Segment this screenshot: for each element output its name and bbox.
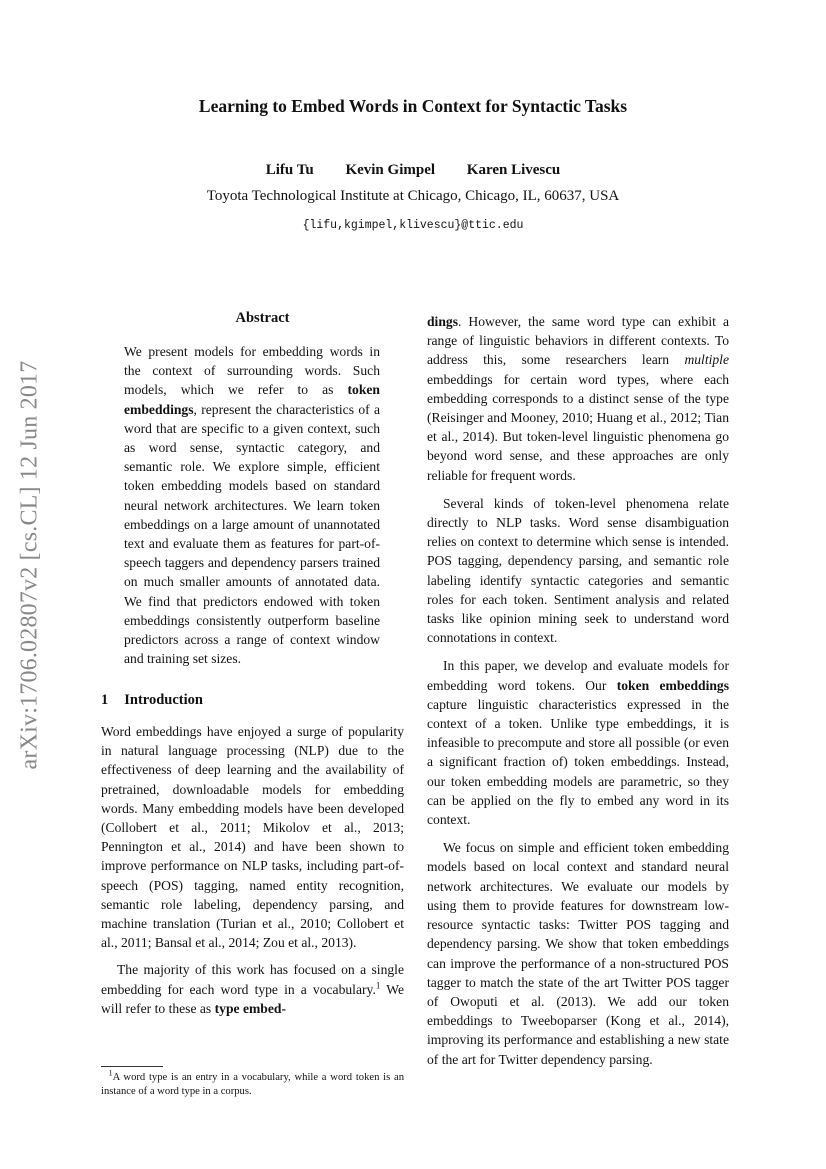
body-paragraph: dings. However, the same word type can exhibit a range of linguistic behaviors in different contexts. To address this, some researchers learn multiple embeddings for certain word types, where each embedding corresponds to a distinct sense of the type (Reisinger and Mooney, 2010; Huang et al., 2012; Tian et al., 2014). But token-level linguistic phenomena go beyond word sense, and these approaches are only reliable for frequent words. bbox=[427, 314, 729, 483]
author-email: {lifu,kgimpel,klivescu}@ttic.edu bbox=[302, 219, 524, 232]
footnote-marker: 1 bbox=[375, 980, 381, 991]
author-list bbox=[0, 162, 826, 179]
abstract-body bbox=[124, 342, 380, 676]
abstract-paragraph: We present models for embedding words in the context of surrounding words. Such models, which we refer to as token embeddings, represent the characteristics of a word that are specific to a given context, such as word sense, syntactic category, and semantic role. We explore simple, efficient token embedding models based on standard neural network architectures. We learn token embeddings on a large amount of unannotated text and evaluate them as features for part-of-speech taggers and dependency parsers trained on much smaller amounts of annotated data. We find that predictors endowed with token embeddings consistently outperform baseline predictors across a range of context window and training set sizes. bbox=[124, 344, 380, 667]
section-number: 1 bbox=[101, 692, 109, 708]
intro-paragraph: The majority of this work has focused on a single embedding for each word type in a vocabulary.$^1$ We will refer to these as type embed- bbox=[101, 962, 404, 1016]
arxiv-watermark bbox=[10, 340, 50, 790]
body-paragraph: Several kinds of token-level phenomena relate directly to NLP tasks. Word sense disambiguation relies on context to determine which sense is intended. POS tagging, dependency parsing, and semantic role labeling identify syntactic categories and semantic roles for each token. Sentiment analysis and related tasks like opinion mining seek to understand word connotations in context. bbox=[427, 495, 729, 646]
footnote-divider bbox=[101, 1066, 163, 1067]
arxiv-id: arXiv:1706.02807v2 [cs.CL] 12 Jun 2017 bbox=[16, 360, 43, 770]
footnote: $^1$A word type is an entry in a vocabulary, while a word token is an instance of a word type in a corpus. bbox=[101, 1068, 405, 1097]
right-column-body bbox=[427, 312, 729, 1078]
author-name: Kevin Gimpel bbox=[345, 162, 436, 178]
affiliation: Toyota Technological Institute at Chicago, Chicago, IL, 60637, USA bbox=[206, 188, 620, 204]
intro-paragraph: Word embeddings have enjoyed a surge of popularity in natural language processing (NLP) due to the effectiveness of deep learning and the availability of pretrained, downloadable models for embedding words. Many embedding models have been developed (Collobert et al., 2011; Mikolov et al., 2013; Pennington et al., 2014) and have been shown to improve performance on NLP tasks, including part-of-speech (POS) tagging, named entity recognition, semantic role labeling, dependency parsing, and machine translation (Turian et al., 2010; Collobert et al., 2011; Bansal et al., 2014; Zou et al., 2013). bbox=[101, 724, 404, 951]
section-title: Introduction bbox=[124, 692, 203, 708]
abstract-heading: Abstract bbox=[235, 310, 290, 326]
body-paragraph: We focus on simple and efficient token embedding models based on local context and standard neural network architectures. We evaluate our models by using them to provide features for downstream low-resource syntactic tasks: Twitter POS tagging and dependency parsing. We show that token embeddings can improve the performance of a non-structured POS tagger to match the state of the art Twitter POS tagger of Owoputi et al. (2013). We add our token embeddings to Tweeboparser (Kong et al., 2014), improving its performance and establishing a new state of the art for Twitter dependency parsing. bbox=[427, 840, 729, 1067]
author-name: Lifu Tu bbox=[265, 162, 314, 178]
paper-title: Learning to Embed Words in Context for Syntactic Tasks bbox=[198, 96, 628, 116]
body-paragraph: In this paper, we develop and evaluate models for embedding word tokens. Our token embeddings capture linguistic characteristics expressed in the context of a token. Unlike type embeddings, it is infeasible to precompute and store all possible (or even a significant fraction of) token embeddings. Instead, our token embedding models are parametric, so they can be applied on the fly to embed any word in its context. bbox=[427, 658, 730, 828]
section-heading bbox=[101, 692, 203, 709]
introduction-body bbox=[101, 722, 404, 1026]
author-name: Karen Livescu bbox=[466, 162, 561, 178]
